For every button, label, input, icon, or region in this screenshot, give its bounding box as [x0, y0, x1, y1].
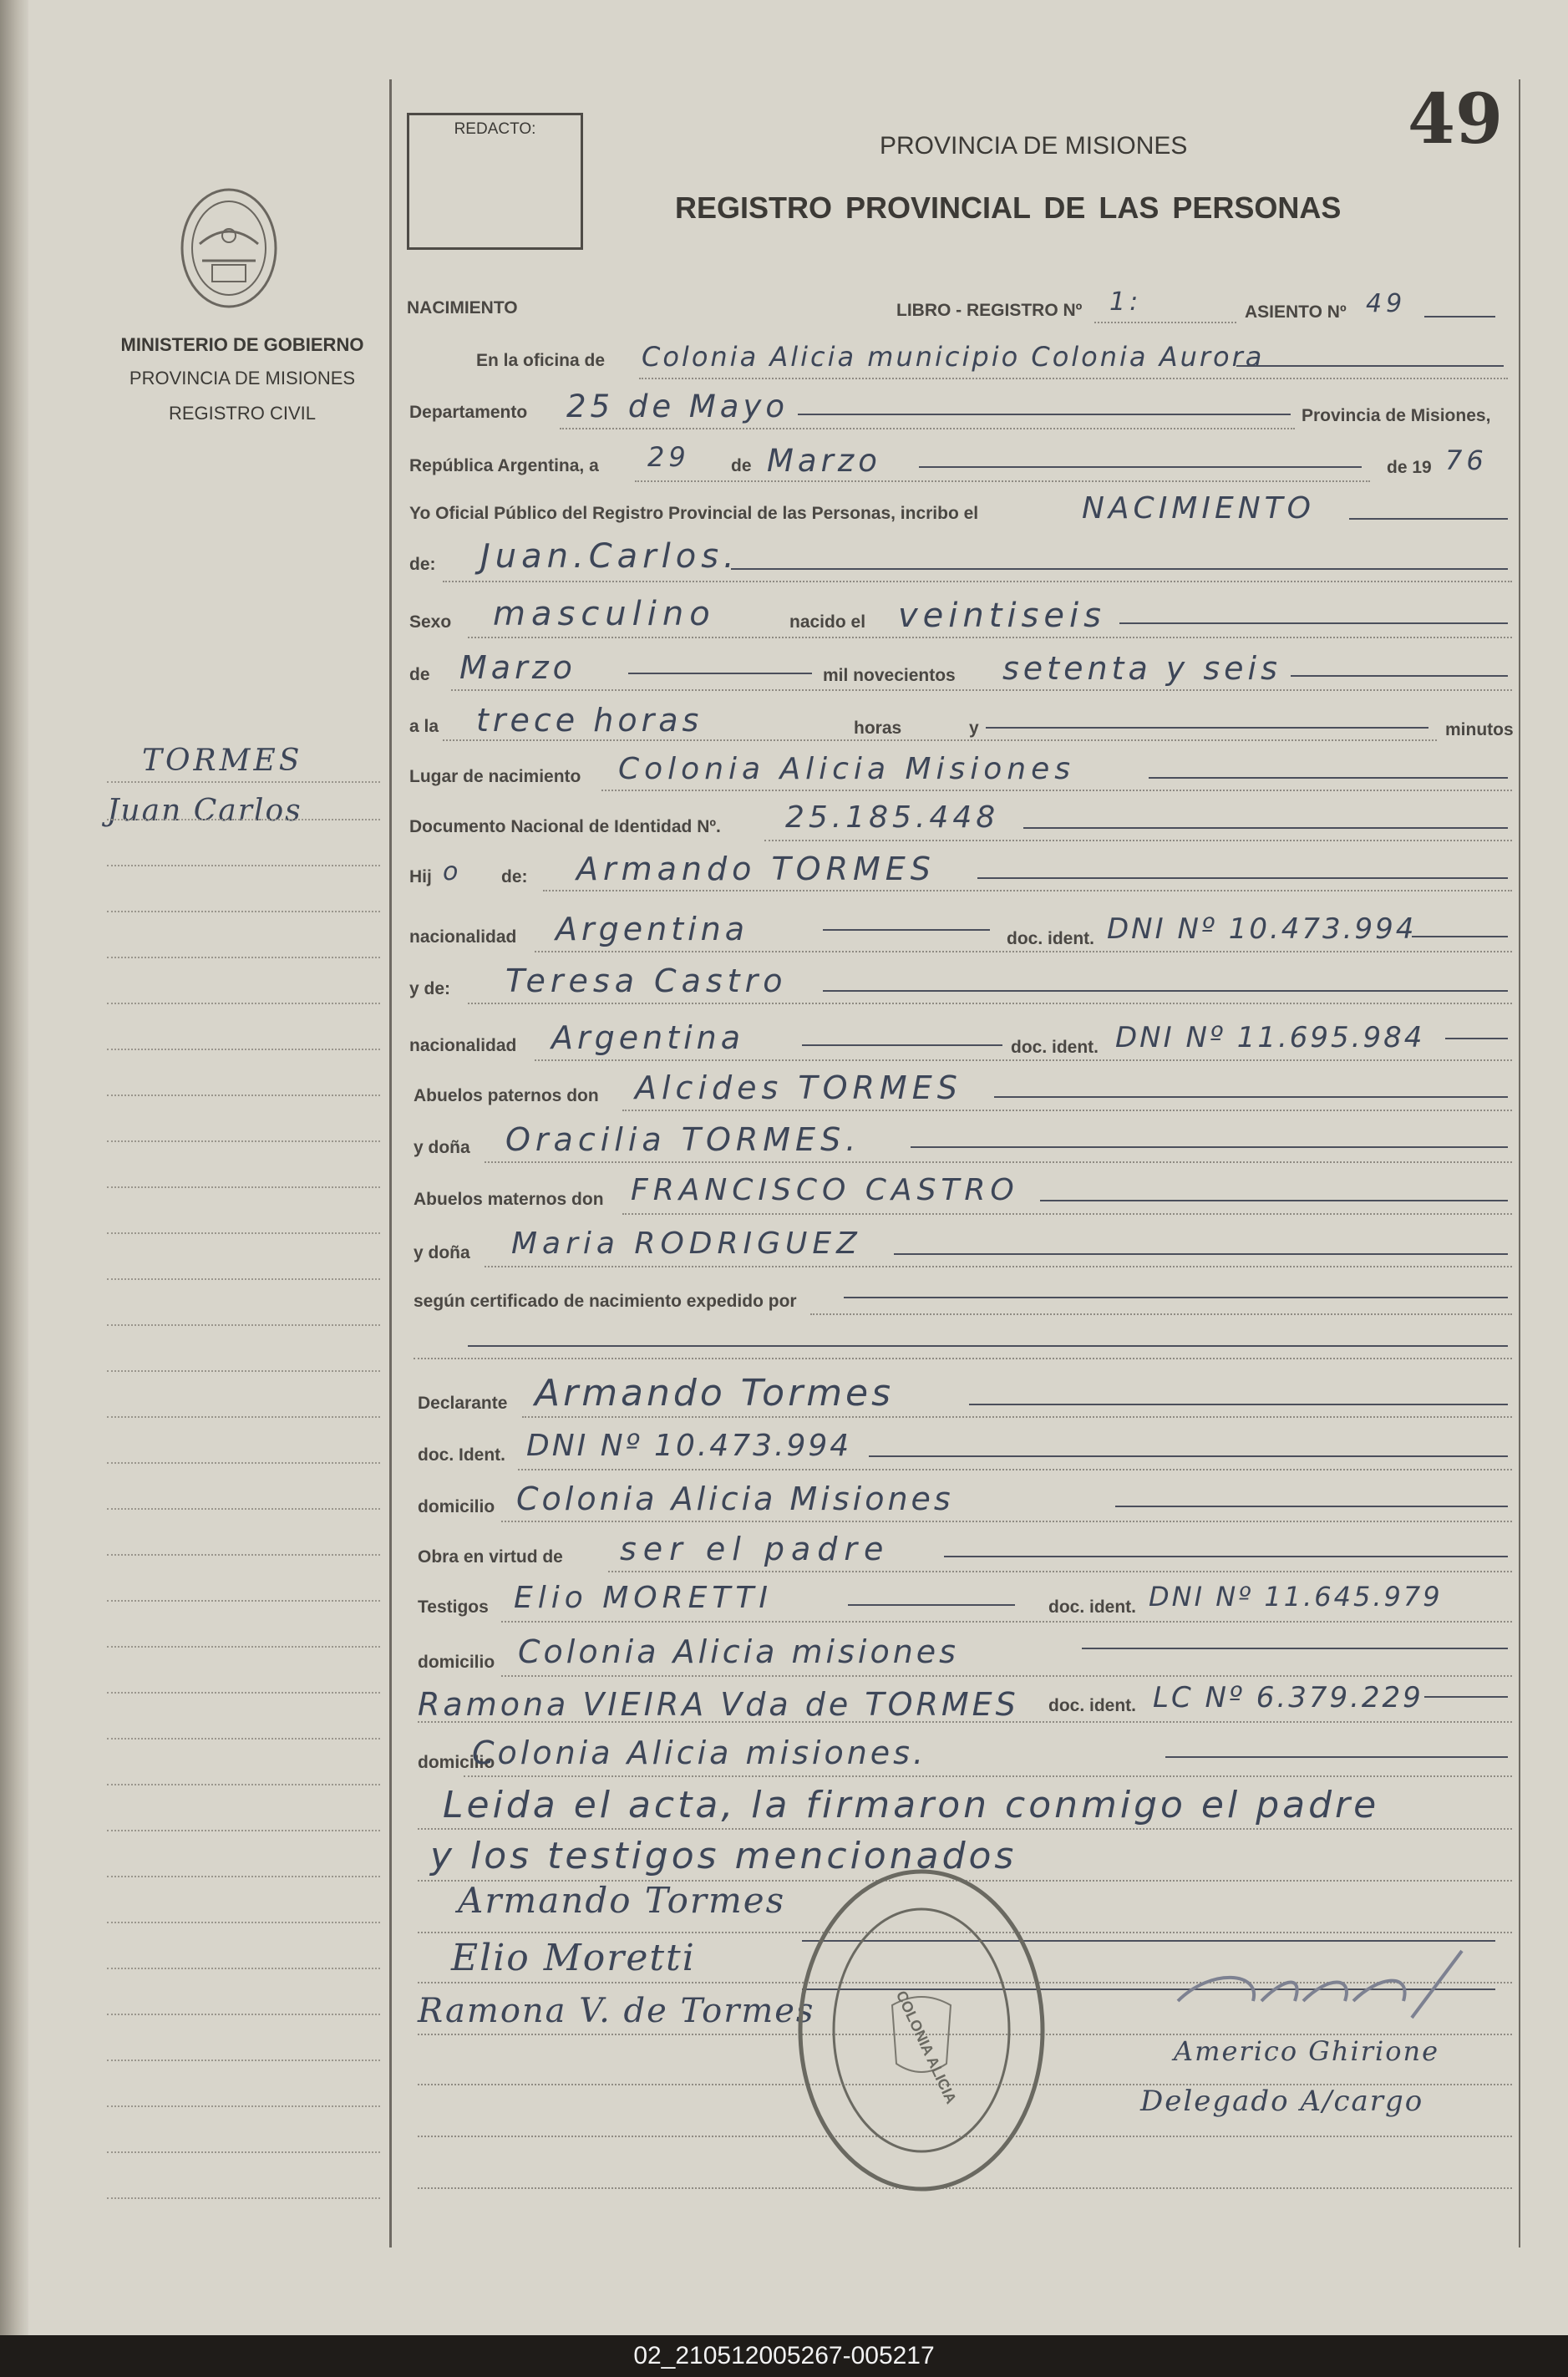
- y-dona-label: y doña: [414, 1138, 470, 1157]
- de-name-label: de:: [409, 555, 436, 574]
- nacido-label: nacido el: [789, 612, 866, 632]
- page-number: 49: [1408, 79, 1504, 160]
- a-la-label: a la: [409, 717, 439, 736]
- underline: [535, 1059, 1512, 1061]
- underline: [518, 1469, 1512, 1470]
- margin-line: [107, 2014, 380, 2015]
- dash-line: [848, 1604, 1015, 1606]
- nacido-value: veintiseis: [898, 597, 1106, 635]
- dash-line: [1082, 1648, 1508, 1649]
- dash-line: [1349, 518, 1508, 520]
- underline: [485, 1161, 1512, 1163]
- dash-line: [1445, 1038, 1508, 1039]
- margin-line: [107, 1830, 380, 1831]
- margin-line: [107, 1508, 380, 1510]
- father-nationality: Argentina: [556, 911, 749, 947]
- underline: [601, 790, 1512, 791]
- margin-line: [107, 1095, 380, 1096]
- redacto-label: REDACTO:: [454, 120, 536, 138]
- year-value: 76: [1445, 444, 1488, 476]
- dash-line: [869, 1455, 1508, 1457]
- abuelos-paternos-label: Abuelos paternos don: [414, 1086, 599, 1105]
- margin-line: [107, 2197, 380, 2199]
- father-name: Armando TORMES: [576, 851, 936, 887]
- margin-line: [107, 1370, 380, 1372]
- lugar-value: Colonia Alicia Misiones: [618, 752, 1076, 786]
- stamp-center-text: COLONIA ALICIA: [892, 1988, 960, 2106]
- domicilio-label: domicilio: [418, 1753, 495, 1772]
- doc-ident-label: doc. ident.: [1048, 1597, 1136, 1617]
- redacto-box: [407, 113, 583, 250]
- civil-registry-label: REGISTRO CIVIL: [168, 403, 317, 424]
- mes-value: Marzo: [767, 443, 881, 479]
- margin-line: [107, 957, 380, 958]
- dni-label: Documento Nacional de Identidad Nº.: [409, 817, 721, 836]
- official-signature-title: Delegado A/cargo: [1140, 2085, 1424, 2118]
- abuelo-materno: FRANCISCO CASTRO: [631, 1173, 1019, 1207]
- margin-line: [107, 2151, 380, 2153]
- mil-label: mil novecientos: [823, 666, 956, 685]
- hijo-label: Hij: [409, 867, 432, 886]
- image-id-label: 02_210512005267-005217: [633, 2342, 935, 2369]
- testigo1-domicilio: Colonia Alicia misiones: [518, 1633, 959, 1670]
- ministry-province: PROVINCIA DE MISIONES: [129, 368, 356, 389]
- margin-line: [107, 1140, 380, 1142]
- margin-line: [107, 1003, 380, 1004]
- dash-line: [802, 1044, 1002, 1046]
- testigo2-doc: LC Nº 6.379.229: [1153, 1681, 1423, 1714]
- margin-line: [107, 865, 380, 866]
- margin-line: [107, 1416, 380, 1418]
- oficina-value: Colonia Alicia municipio Colonia Aurora: [642, 341, 1265, 373]
- underline: [443, 581, 1512, 582]
- underline: [608, 1571, 1512, 1572]
- margin-line: [107, 1968, 380, 1969]
- margin-line: [107, 2060, 380, 2061]
- child-name: Juan.Carlos.: [480, 537, 739, 576]
- dash-line: [986, 727, 1428, 729]
- margin-name: Juan Carlos: [107, 794, 302, 828]
- de2-label: de: [409, 665, 430, 684]
- y-de-label: y de:: [409, 979, 451, 998]
- testigo2-domicilio: Colonia Alicia misiones.: [472, 1734, 927, 1771]
- republica-label: República Argentina, a: [409, 456, 599, 475]
- dash-line: [944, 1556, 1508, 1557]
- margin-line: [107, 2105, 380, 2107]
- sexo-value: masculino: [493, 595, 716, 633]
- dash-line: [798, 414, 1291, 415]
- margin-line: [107, 1922, 380, 1923]
- libro-value: 1:: [1109, 287, 1143, 317]
- dash-line: [731, 568, 1508, 570]
- underline: [501, 1621, 1512, 1623]
- minutos-label: minutos: [1445, 720, 1514, 739]
- dia-value: 29: [647, 441, 690, 473]
- underline: [451, 689, 1512, 691]
- dash-line: [844, 1297, 1508, 1298]
- signature-witness2: Ramona V. de Tormes: [418, 1992, 815, 2030]
- inscribe-value: NACIMIENTO: [1082, 491, 1315, 526]
- mother-doc: DNI Nº 11.695.984: [1115, 1021, 1425, 1054]
- oficina-label: En la oficina de: [476, 351, 606, 370]
- official-signature-mark-icon: [1161, 1943, 1512, 2043]
- dash-line: [919, 466, 1362, 468]
- margin-line: [107, 1462, 380, 1464]
- underline: [535, 951, 1512, 952]
- dash-line: [1412, 936, 1508, 937]
- dash-line: [911, 1146, 1508, 1148]
- margin-surname: TORMES: [142, 744, 303, 778]
- dash-line: [977, 877, 1508, 879]
- margin-line: [107, 1692, 380, 1694]
- testigo2-name: Ramona VIEIRA Vda de TORMES: [418, 1686, 1019, 1723]
- mother-name: Teresa Castro: [505, 962, 788, 999]
- dash-line: [1291, 675, 1508, 677]
- underline: [418, 1721, 1512, 1723]
- asiento-value: 49: [1366, 289, 1407, 318]
- dash-line: [628, 673, 812, 674]
- margin-line: [107, 1600, 380, 1602]
- dash-line: [1149, 777, 1508, 779]
- dash-line: [1165, 1756, 1508, 1758]
- lugar-label: Lugar de nacimiento: [409, 767, 581, 786]
- margin-line: [107, 1278, 380, 1280]
- underline: [635, 480, 1370, 482]
- provincia-label: Provincia de Misiones,: [1302, 406, 1491, 425]
- official-signature-name: Americo Ghirione: [1174, 2035, 1440, 2067]
- dash-line: [1023, 827, 1508, 829]
- abuela-materna: Maria RODRIGUEZ: [511, 1227, 862, 1261]
- mother-nationality: Argentina: [551, 1019, 745, 1056]
- ministry-label: MINISTERIO DE GOBIERNO: [120, 334, 364, 355]
- dash-line: [894, 1253, 1508, 1255]
- underline: [522, 1416, 1512, 1418]
- province-seal-icon: [179, 185, 279, 311]
- margin-line: [107, 819, 380, 820]
- dash-line: [468, 1345, 1508, 1347]
- underline: [810, 1313, 1512, 1315]
- official-text: Yo Oficial Público del Registro Provincial de las Personas, incribo el: [409, 504, 979, 523]
- doc-ident2-label: doc. Ident.: [418, 1445, 505, 1465]
- declarante-doc: DNI Nº 10.473.994: [526, 1429, 852, 1463]
- underline: [443, 739, 1437, 741]
- doc-ident-label: doc. ident.: [1007, 929, 1094, 948]
- abuelos-maternos-label: Abuelos maternos don: [414, 1190, 604, 1209]
- margin-line: [107, 781, 380, 783]
- domicilio-label: domicilio: [418, 1497, 495, 1516]
- registry-title: REGISTRO PROVINCIAL DE LAS PERSONAS: [675, 190, 1342, 225]
- margin-divider: [389, 79, 392, 2247]
- hijo-value: o: [443, 857, 463, 886]
- horas-value: trece horas: [476, 702, 703, 739]
- testigo1-name: Elio MORETTI: [514, 1581, 773, 1615]
- domicilio-label: domicilio: [418, 1653, 495, 1672]
- dash-line: [1119, 622, 1508, 624]
- signature-witness1: Elio Moretti: [451, 1937, 696, 1979]
- doc-ident-label: doc. ident.: [1011, 1038, 1099, 1057]
- underline: [468, 637, 1512, 638]
- testigos-label: Testigos: [418, 1597, 489, 1617]
- declarante-domicilio: Colonia Alicia Misiones: [516, 1481, 954, 1517]
- margin-line: [107, 1232, 380, 1234]
- underline: [639, 378, 1508, 379]
- asiento-label: ASIENTO Nº: [1245, 302, 1347, 322]
- underline: [464, 1775, 1512, 1777]
- abuela-paterna: Oracilia TORMES.: [505, 1121, 861, 1158]
- de-year-label: de 19: [1387, 458, 1432, 477]
- margin-line: [107, 1049, 380, 1050]
- margin-line: [107, 911, 380, 912]
- doc-ident-label: doc. ident.: [1048, 1696, 1136, 1715]
- declarante-value: Armando Tormes: [535, 1372, 895, 1415]
- margin-line: [107, 1554, 380, 1556]
- de-label: de: [731, 456, 752, 475]
- dash-line: [1115, 1506, 1508, 1507]
- margin-line: [107, 1324, 380, 1326]
- underline: [414, 1358, 1512, 1359]
- father-doc: DNI Nº 10.473.994: [1107, 912, 1417, 946]
- departamento-value: 25 de Mayo: [566, 389, 789, 424]
- y-label: y: [969, 719, 979, 738]
- underline: [501, 1521, 1512, 1522]
- obra-label: Obra en virtud de: [418, 1547, 563, 1567]
- year-words: setenta y seis: [1002, 650, 1281, 687]
- closing-line-1: Leida el acta, la firmaron conmigo el padre: [443, 1784, 1380, 1826]
- de3-label: de:: [501, 867, 528, 886]
- underline: [560, 428, 1295, 429]
- closing-line-2: y los testigos mencionados: [430, 1835, 1017, 1877]
- dash-line: [1424, 316, 1495, 317]
- dni-value: 25.185.448: [785, 800, 1000, 835]
- margin-line: [107, 1784, 380, 1785]
- sexo-label: Sexo: [409, 612, 452, 632]
- dash-line: [969, 1404, 1508, 1405]
- underline: [485, 1266, 1512, 1267]
- underline: [418, 1828, 1512, 1830]
- book-spine: [0, 0, 28, 2335]
- nacionalidad-label: nacionalidad: [409, 927, 517, 947]
- underline: [622, 1110, 1512, 1111]
- margin-line: [107, 1646, 380, 1648]
- margin-line: [107, 1876, 380, 1877]
- obra-value: ser el padre: [620, 1531, 891, 1567]
- dash-line: [823, 990, 1508, 992]
- testigo1-doc: DNI Nº 11.645.979: [1149, 1581, 1443, 1613]
- abuelo-paterno: Alcides TORMES: [635, 1069, 962, 1106]
- declarante-label: Declarante: [418, 1394, 508, 1413]
- margin-line: [107, 1738, 380, 1740]
- y-dona-label: y doña: [414, 1243, 470, 1262]
- dash-line: [1040, 1200, 1508, 1201]
- dash-line: [823, 929, 990, 931]
- margin-line: [107, 1186, 380, 1188]
- underline: [501, 1675, 1512, 1677]
- underline: [1094, 322, 1236, 323]
- act-type-label: NACIMIENTO: [407, 298, 518, 317]
- dash-line: [994, 1096, 1508, 1098]
- underline: [543, 890, 1512, 891]
- province-title: PROVINCIA DE MISIONES: [880, 132, 1188, 160]
- dash-line: [1424, 1696, 1508, 1698]
- horas-label: horas: [854, 719, 902, 738]
- nacionalidad-label: nacionalidad: [409, 1036, 517, 1055]
- underline: [764, 840, 1512, 841]
- signature-father: Armando Tormes: [458, 1880, 786, 1921]
- underline: [468, 1003, 1512, 1004]
- departamento-label: Departamento: [409, 403, 528, 422]
- dash-line: [1236, 365, 1504, 367]
- certificado-label: según certificado de nacimiento expedido por: [414, 1292, 797, 1311]
- mes2-value: Marzo: [459, 649, 576, 686]
- libro-label: LIBRO - REGISTRO Nº: [896, 301, 1083, 320]
- right-border: [1519, 79, 1520, 2247]
- underline: [622, 1213, 1512, 1215]
